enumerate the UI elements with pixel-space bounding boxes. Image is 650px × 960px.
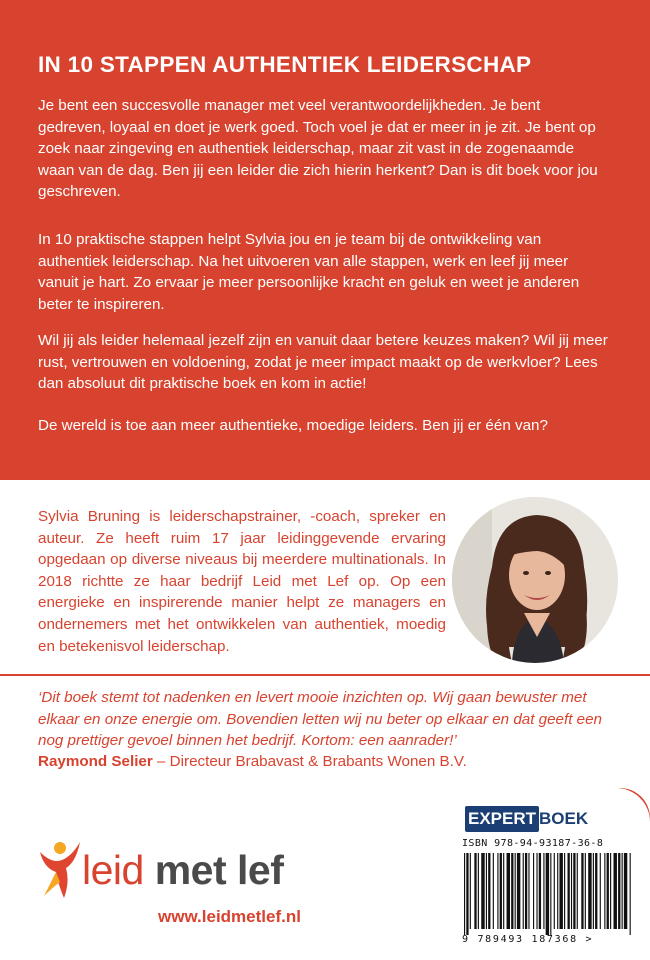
leid-met-lef-logo-icon (36, 838, 84, 900)
testimonial-name: Raymond Selier (38, 753, 153, 770)
barcode-bar (573, 853, 575, 929)
barcode-bar (564, 853, 565, 929)
barcode-bar (550, 853, 551, 935)
blurb-paragraph-4: De wereld is toe aan meer authentieke, moedige leiders. Ben jij er één van? (38, 417, 548, 434)
brand-logo-text (82, 845, 283, 895)
barcode-bar (595, 853, 597, 929)
book-title: IN 10 STAPPEN AUTHENTIEK LEIDERSCHAP (38, 52, 532, 77)
barcode-bar (539, 853, 541, 929)
barcode-bar (517, 853, 520, 929)
barcode-bar (497, 853, 498, 929)
barcode-bar (610, 853, 611, 929)
barcode-bar (528, 853, 529, 929)
isbn-label: ISBN 978-94-93187-36-8 (462, 838, 604, 849)
barcode-bar (557, 853, 558, 929)
barcode-bar (488, 853, 490, 929)
barcode-bar (614, 853, 617, 929)
barcode-bar (593, 853, 594, 929)
barcode-bar (533, 853, 534, 929)
publisher-logo (465, 806, 588, 832)
barcode-bar (466, 853, 468, 935)
blurb-paragraph-2: In 10 praktische stappen helpt Sylvia jou en je team bij de ontwikkeling van authentiek leiderschap. Na het uitvoeren van alle stappen, werk en leef jij meer vanuit je hart. Zo ervaar je meer persoonlijke kracht en geluk en weet je anderen beter te inspireren. (38, 231, 580, 313)
barcode-bar (618, 853, 620, 929)
logo-word-lef: lef (237, 847, 284, 893)
brand-url[interactable]: www.leidmetlef.nl (158, 907, 301, 926)
publisher-name-rest: BOEK (539, 809, 589, 828)
blurb-paragraph-3: Wil jij als leider helemaal jezelf zijn en vanuit daar betere keuzes maken? Wil jij meer rust, vertrouwen en voldoening, zodat je meer impact maakt op de werkvloer? Lees dan absoluut dit praktische boek en kom in actie! (38, 332, 608, 393)
blurb-paragraph-1: Je bent een succesvolle manager met veel verantwoordelijkheden. Je bent gedreven, loyaal en doet je werk goed. Toch voel je dat er meer in je zit. Je bent op zoek naar zingeving en authentiek leiderschap, maar zit vast in de zogenaamde waan van de dag. Ben jij een leider die zich hierin herkent? Dan is dit boek voor jou geschreven. (38, 97, 598, 201)
logo-word-leid: leid (82, 847, 155, 893)
barcode-bar (600, 853, 601, 929)
barcode-bar (478, 853, 479, 929)
barcode-bar (581, 853, 583, 929)
barcode-bar (554, 853, 555, 929)
barcode-bar (525, 853, 527, 929)
barcode-bar (464, 853, 465, 935)
barcode-bar (474, 853, 476, 929)
barcode-bar (470, 853, 471, 929)
barcode-bar (568, 853, 570, 929)
barcode-bar (607, 853, 609, 929)
author-portrait (452, 497, 618, 663)
barcode-bar (588, 853, 591, 929)
testimonial-quote: ‘Dit boek stemt tot nadenken en levert mooie inzichten op. Wij gaan bewuster met elkaar en onze energie om. Bovendien letten wij nu beter op elkaar en dat geeft een nog prettiger gevoel binnen het bedrijf. Kortom: een aanrader!’ (38, 689, 603, 750)
barcode-bar (493, 853, 494, 929)
isbn-barcode (462, 853, 634, 935)
barcode-bar (624, 853, 627, 929)
barcode-bar (500, 853, 502, 929)
barcode-bar (559, 853, 562, 929)
barcode-bar (511, 853, 513, 929)
barcode-bar (523, 853, 524, 929)
barcode-number: 9 789493 187368 > (462, 934, 594, 945)
barcode-bar (585, 853, 586, 929)
testimonial-attribution (38, 751, 467, 773)
barcode-bar (481, 853, 484, 929)
barcode-bar (543, 853, 544, 929)
divider (0, 674, 650, 676)
logo-word-met: met (154, 847, 238, 893)
barcode-bar (546, 853, 549, 935)
portrait-illustration (452, 497, 618, 663)
author-bio: Sylvia Bruning is leiderschapstrainer, -coach, spreker en auteur. Ze heeft ruim 17 jaar leidinggevende ervaring opgedaan op diverse niveaus bij meerdere multinationals. In 2018 richtte ze haar bedrijf Leid met Lef op. Op een energieke en inspirerende manier helpt ze managers en ondernemers met het ontwikkelen van authentiek, moedig en betekenisvol leiderschap. (38, 508, 446, 655)
testimonial-role: – Directeur Brabavast & Brabants Wonen B.V. (152, 753, 467, 770)
barcode-bar (622, 853, 623, 929)
barcode-bar (507, 853, 510, 929)
barcode-bar (630, 853, 631, 935)
barcode-bar (486, 853, 487, 929)
barcode-bar (571, 853, 572, 929)
barcode-bar (577, 853, 578, 929)
barcode-bar (503, 853, 504, 929)
publisher-name-highlight: EXPERT (465, 806, 539, 832)
barcode-bar (515, 853, 516, 929)
barcode-bar (604, 853, 605, 929)
barcode-bar (536, 853, 537, 929)
